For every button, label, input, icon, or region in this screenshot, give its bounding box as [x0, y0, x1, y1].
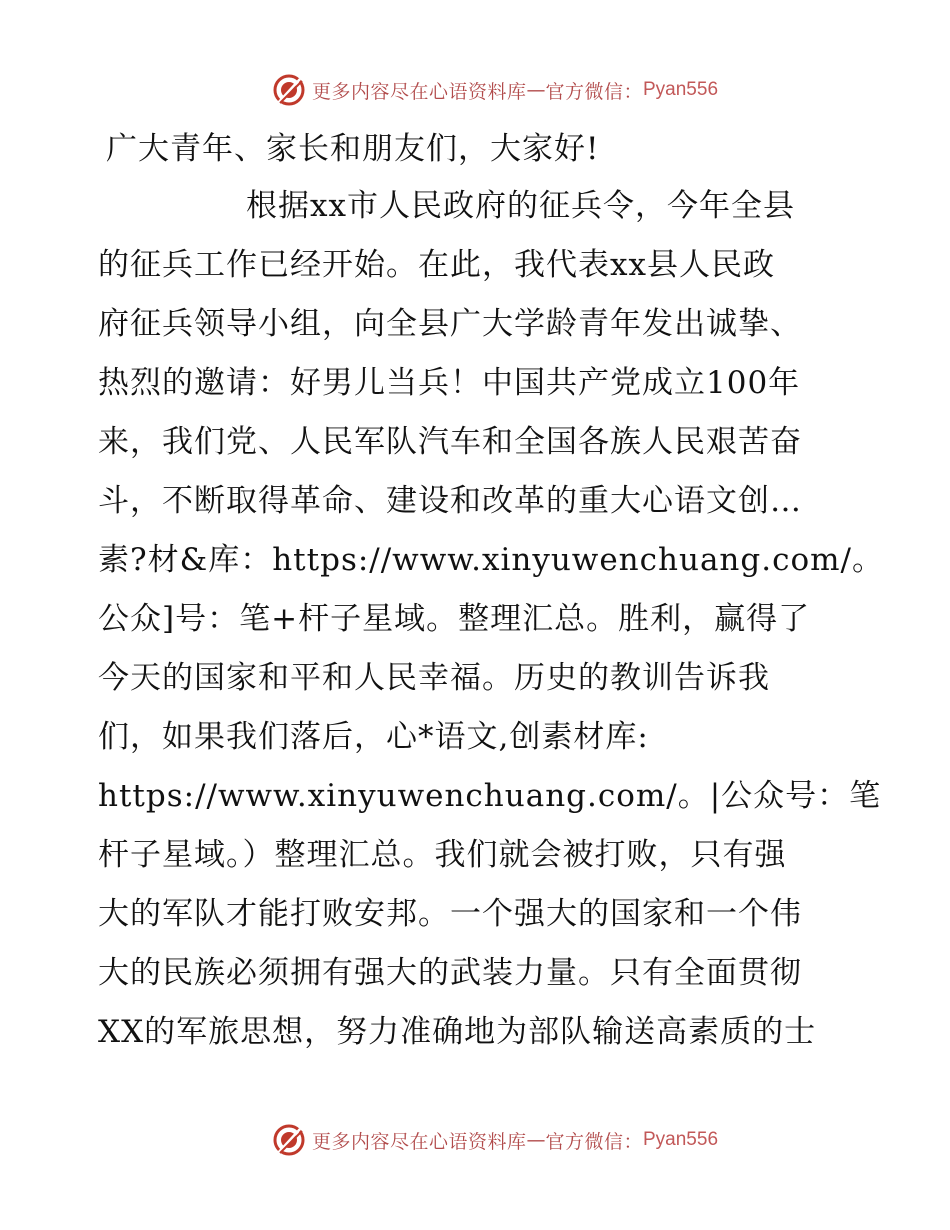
- banner-wechat-label: 官方微信：: [545, 1130, 643, 1153]
- header-banner-inner: [272, 73, 718, 107]
- banner-dash: —: [526, 79, 546, 101]
- paragraph-line: XX的军旅思想，努力准确地为部队输送高素质的士: [98, 1014, 817, 1050]
- paragraph-line: 根据xx市人民政府的征兵令，今年全县: [246, 188, 795, 224]
- paragraph-line: 府征兵领导小组，向全县广大学龄青年发出诚挚、: [98, 306, 802, 342]
- banner-dash: —: [526, 1129, 546, 1151]
- banner-wechat-handle: Pyan556: [643, 1129, 719, 1150]
- paragraph-line: 大的民族必须拥有强大的武装力量。只有全面贯彻: [98, 955, 802, 991]
- header-banner: [0, 70, 950, 110]
- paragraph-line: 热烈的邀请：好男儿当兵！中国共产党成立100年: [98, 365, 801, 401]
- logo-icon: [272, 1123, 306, 1157]
- paragraph-line: 今天的国家和平和人民幸福。历史的教训告诉我: [98, 660, 770, 696]
- banner-site-text: 更多内容尽在心语资料库: [311, 1130, 527, 1153]
- paragraph-line: 杆子星域。）整理汇总。我们就会被打败，只有强: [98, 837, 787, 873]
- document-body: [98, 122, 884, 1062]
- paragraph-line: 的征兵工作已经开始。在此，我代表xx县人民政: [98, 247, 775, 283]
- paragraph-line: 公众]号：笔+杆子星域。整理汇总。胜利，赢得了: [98, 601, 811, 637]
- banner-wechat-handle: Pyan556: [643, 79, 719, 100]
- paragraph-line: 大的军队才能打败安邦。一个强大的国家和一个伟: [98, 896, 802, 932]
- paragraph-line: 斗，不断取得革命、建设和改革的重大心语文创…: [98, 483, 802, 519]
- paragraph-line: 们，如果我们落后，心*语文,创素材库:: [98, 719, 649, 755]
- footer-banner-inner: [272, 1123, 718, 1157]
- greeting-line: 广大青年、家长和朋友们，大家好!: [106, 131, 600, 167]
- paragraph-line: 来，我们党、人民军队汽车和全国各族人民艰苦奋: [98, 424, 802, 460]
- logo-icon: [272, 73, 306, 107]
- footer-banner: [0, 1120, 950, 1160]
- banner-wechat-label: 官方微信：: [545, 80, 643, 103]
- paragraph-line: 素?材&库：https://www.xinyuwenchuang.com/。: [98, 542, 884, 578]
- paragraph-line: https://www.xinyuwenchuang.com/。|公众号：笔: [98, 778, 882, 814]
- banner-site-text: 更多内容尽在心语资料库: [311, 80, 527, 103]
